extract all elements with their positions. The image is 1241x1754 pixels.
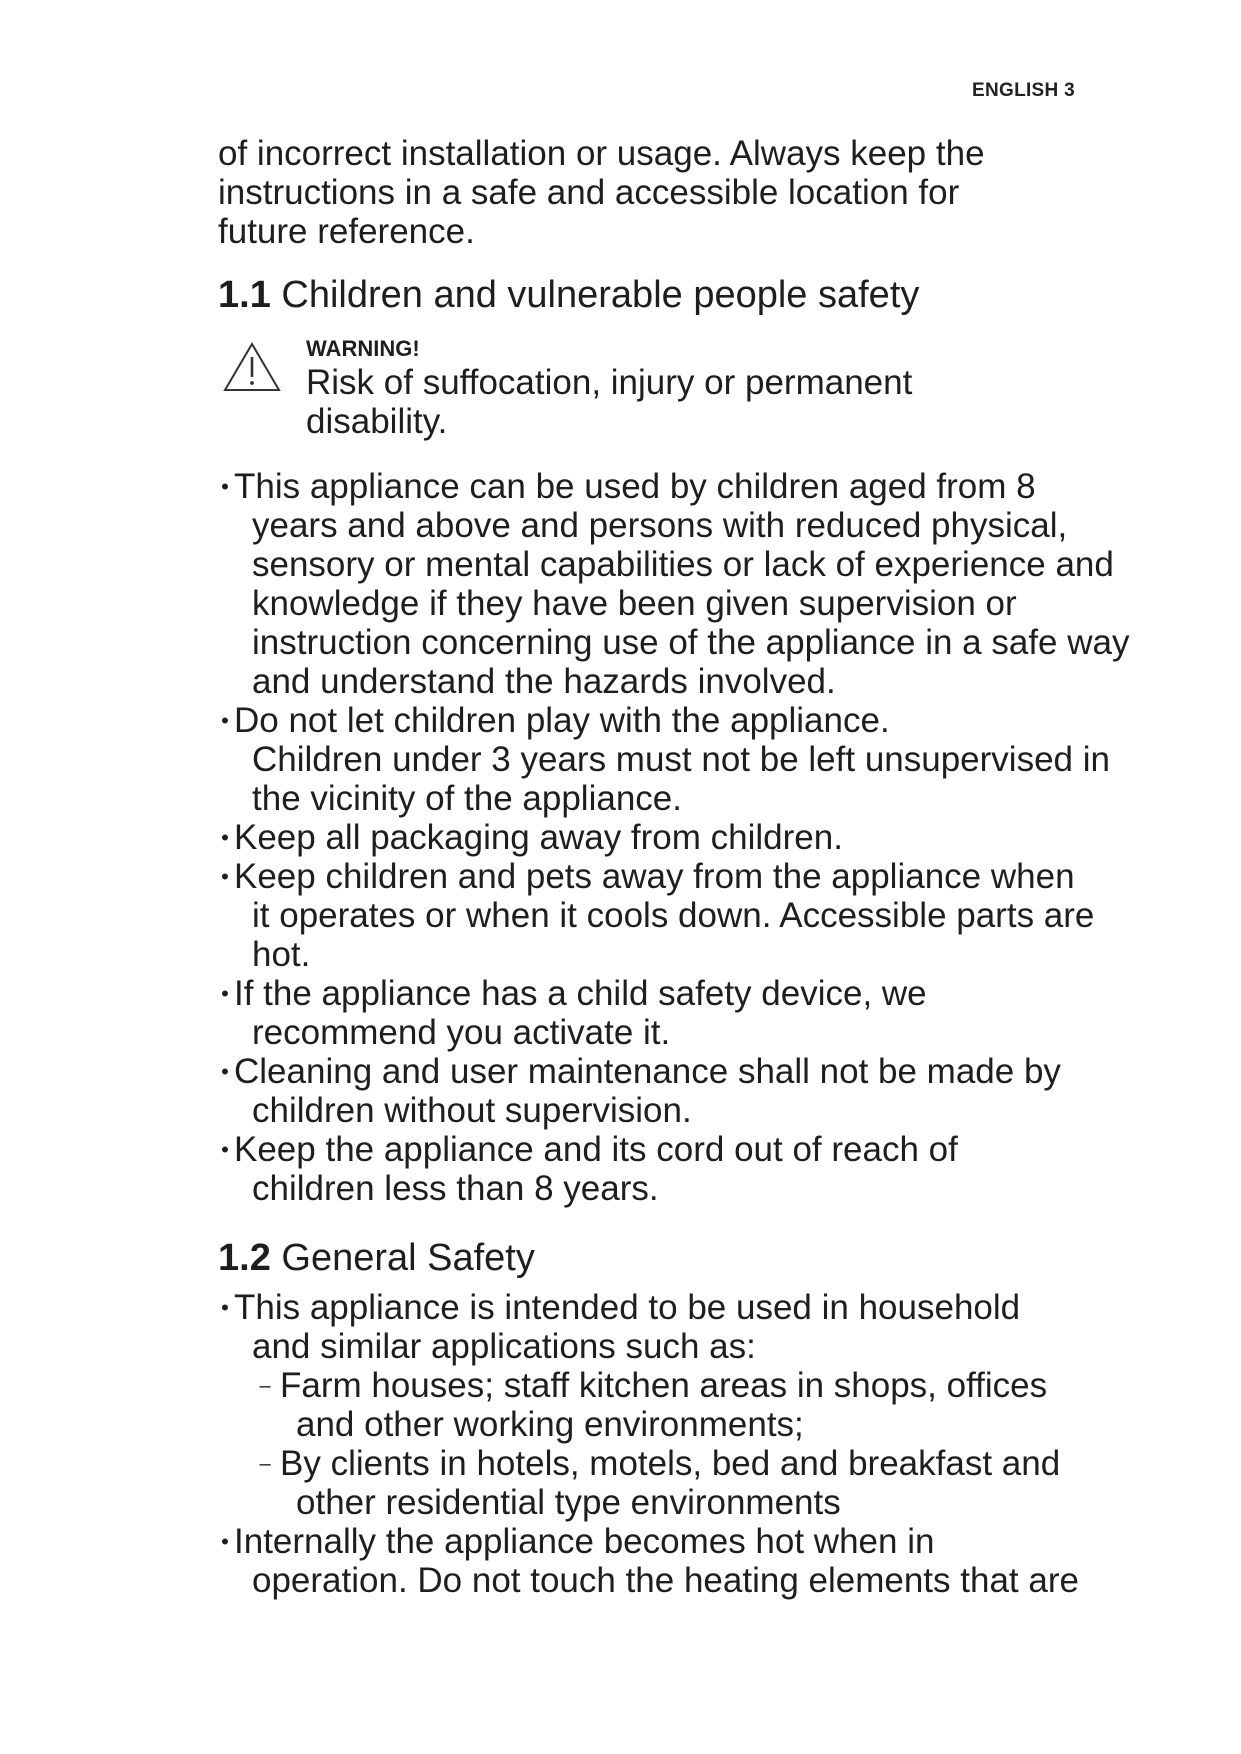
sub-list-item — [256, 1366, 1138, 1444]
list-item — [218, 857, 1138, 974]
sub-list-item-continuation: other residential type environments — [296, 1483, 841, 1522]
warning-label: WARNING! — [306, 336, 420, 361]
list-item-continuation: and similar applications such as: — [252, 1327, 756, 1366]
section-number: 1.2 — [218, 1237, 271, 1279]
bullet-icon: • — [221, 1295, 229, 1320]
dash-icon: – — [259, 1453, 271, 1475]
list-item-continuation: recommend you activate it. — [252, 1013, 671, 1052]
section-number: 1.1 — [218, 274, 271, 316]
list-item — [218, 1130, 1138, 1208]
bullet-icon: • — [221, 708, 229, 733]
sub-list-item-first-line: By clients in hotels, motels, bed and breakfast and — [280, 1444, 1061, 1483]
bullet-icon: • — [221, 1529, 229, 1554]
bullet-icon: • — [221, 474, 229, 499]
bullet-icon: • — [221, 825, 229, 850]
warning-message: Risk of suffocation, injury or permanent disability. — [306, 363, 913, 441]
warning-triangle-icon — [222, 341, 282, 393]
section-title: General Safety — [281, 1237, 535, 1279]
list-item-first-line: This appliance can be used by children aged from 8 — [234, 467, 1036, 506]
list-item-first-line: Internally the appliance becomes hot when in — [234, 1522, 935, 1561]
list-item-first-line: Keep the appliance and its cord out of reach of — [234, 1130, 958, 1169]
list-item-first-line: If the appliance has a child safety device, we — [234, 974, 927, 1013]
list-item-first-line: Cleaning and user maintenance shall not be made by — [234, 1052, 1061, 1091]
list-item-continuation: operation. Do not touch the heating elements that are — [252, 1561, 1079, 1600]
list-item — [218, 974, 1138, 1052]
sub-list-item-continuation: and other working environments; — [296, 1405, 804, 1444]
list-item — [218, 1288, 1138, 1522]
list-item-first-line: Keep all packaging away from children. — [234, 818, 843, 857]
list-item-first-line: Do not let children play with the appliance. — [234, 701, 890, 740]
warning-text — [306, 333, 946, 441]
sub-list — [256, 1366, 1138, 1522]
intro-paragraph: of incorrect installation or usage. Always keep the instructions in a safe and accessible location for future reference. — [218, 134, 985, 251]
document-content — [218, 134, 1138, 1600]
children-safety-list — [218, 467, 1138, 1208]
section-heading-1-2 — [218, 1236, 1138, 1280]
list-item-first-line: Keep children and pets away from the appliance when — [234, 857, 1075, 896]
warning-callout — [218, 333, 1138, 441]
dash-icon: – — [259, 1375, 271, 1397]
sub-list-item — [256, 1444, 1138, 1522]
list-item — [218, 818, 1138, 857]
bullet-icon: • — [221, 1059, 229, 1084]
list-item-continuation: children without supervision. — [252, 1091, 692, 1130]
list-item — [218, 1052, 1138, 1130]
list-item-continuation: it operates or when it cools down. Accessible parts are hot. — [252, 896, 1095, 974]
bullet-icon: • — [221, 1137, 229, 1162]
list-item — [218, 467, 1138, 701]
sub-list-item-first-line: Farm houses; staff kitchen areas in shops, offices — [280, 1366, 1048, 1405]
list-item — [218, 1522, 1138, 1600]
page-number-label: ENGLISH 3 — [972, 80, 1075, 101]
list-item-continuation: Children under 3 years must not be left unsupervised in the vicinity of the appliance. — [252, 740, 1110, 818]
bullet-icon: • — [221, 981, 229, 1006]
section-heading-1-1 — [218, 273, 1138, 317]
list-item-first-line: This appliance is intended to be used in household — [234, 1288, 1021, 1327]
list-item-continuation: children less than 8 years. — [252, 1169, 659, 1208]
general-safety-list — [218, 1288, 1138, 1600]
list-item — [218, 701, 1138, 818]
bullet-icon: • — [221, 864, 229, 889]
section-title: Children and vulnerable people safety — [281, 274, 920, 316]
list-item-continuation: years and above and persons with reduced physical, sensory or mental capabilities or lack of experience and knowledge if they have been given supervision or instruction concerning use of the appliance in a safe way and understand the hazards involved. — [252, 506, 1130, 701]
